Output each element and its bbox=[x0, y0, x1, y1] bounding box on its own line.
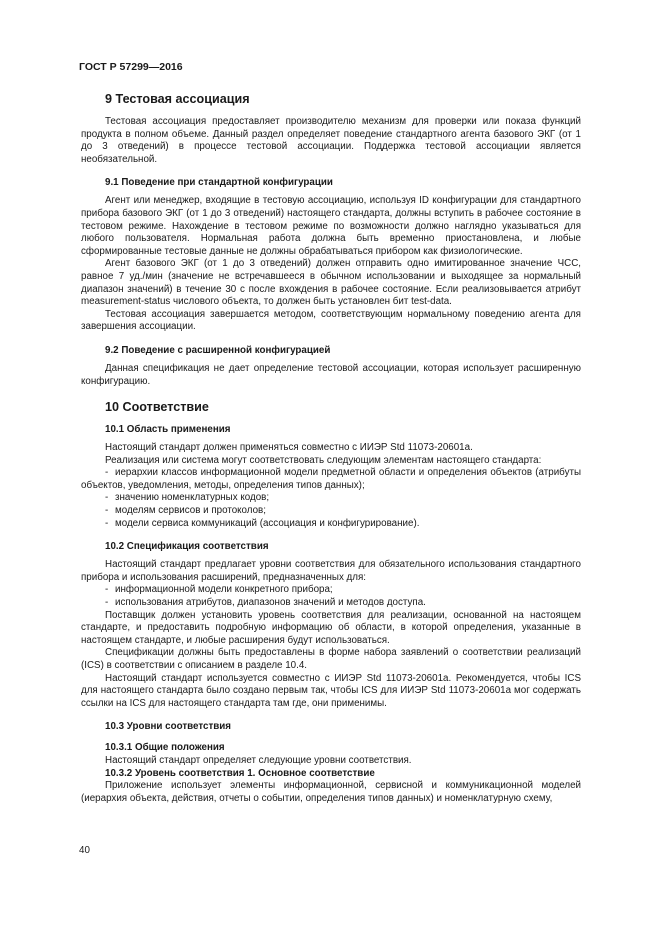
section-10-3-2-para-1: Приложение использует элементы информационной, сервисной и коммуникационной моделей (иерархия объекта, действия, отчеты о событии, определения типов данных) и номенклатурную схему, bbox=[81, 780, 581, 804]
section-10-3-1-para-1: Настоящий стандарт определяет следующие уровни соответствия. bbox=[105, 754, 412, 766]
list-item: - моделям сервисов и протоколов; bbox=[105, 505, 266, 517]
section-10-3-title: 10.3 Уровни соответствия bbox=[105, 721, 232, 733]
section-10-3-2-title: 10.3.2 Уровень соответствия 1. Основное соответствие bbox=[105, 767, 375, 779]
section-10-1-title: 10.1 Область применения bbox=[105, 424, 231, 436]
list-item: - иерархии классов информационной модели предметной области и определения объектов (атрибуты объектов, уведомления, методы, определения типов данных); bbox=[81, 467, 581, 491]
section-9-2-para-1: Данная спецификация не дает определение тестовой ассоциации, которая использует расширенную конфигурацию. bbox=[81, 362, 581, 387]
section-10-1-list bbox=[81, 467, 581, 530]
section-10-2-para-1: Настоящий стандарт предлагает уровни соответствия для обязательного использования стандартного прибора и использования расширений, предназначенных для: bbox=[81, 559, 581, 583]
list-item: - информационной модели конкретного прибора; bbox=[105, 584, 333, 596]
section-9-title: 9 Тестовая ассоциация bbox=[105, 92, 250, 106]
section-9-1-para-3: Тестовая ассоциация завершается методом, соответствующим нормальному поведению агента для завершения ассоциации. bbox=[81, 308, 581, 333]
section-10-2-list bbox=[81, 584, 581, 609]
list-item: - использования атрибутов, диапазонов значений и методов доступа. bbox=[105, 597, 426, 609]
section-9-1-title: 9.1 Поведение при стандартной конфигурации bbox=[105, 177, 333, 189]
page-number: 40 bbox=[79, 845, 90, 856]
section-9-1-para-2: Агент базового ЭКГ (от 1 до 3 отведений) должен отправить одно имитированное значение ЧСС, равное 7 уд./мин (значение не встречавшееся в обычном использовании и выходящее за нормальный диапазон значений) в течение 30 с после вхождения в рабочее состояние. Если реализовывается атрибут measurement-status числового объекта, то должен быть установлен бит test-data. bbox=[81, 258, 581, 308]
section-10-2-title: 10.2 Спецификация соответствия bbox=[105, 541, 269, 553]
page-content bbox=[81, 92, 581, 805]
section-9-1-para-1: Агент или менеджер, входящие в тестовую ассоциацию, используя ID конфигурации для стандартного прибора базового ЭКГ (от 1 до 3 отведений) настоящего стандарта, должны вступить в рабочее состояние в тестовом режиме. Нахождение в тестовом режиме по возможности должно наглядно указываться для любого пользователя. Нормальная работа должна быть временно приостановлена, и любые сформированные тестовые данные не должны обрабатываться прибором как физиологические. bbox=[81, 195, 581, 257]
section-10-2-para-4: Настоящий стандарт используется совместно с ИИЭР Std 11073-20601a. Рекомендуется, чтобы ICS для настоящего стандарта было создано первым так, чтобы ICS для ИИЭР Std 11073-20601a мог содержать ссылки на ICS для настоящего стандарта там где, они применимы. bbox=[81, 672, 581, 709]
list-item: - модели сервиса коммуникаций (ассоциация и конфигурирование). bbox=[105, 517, 420, 529]
section-10-2-para-3: Спецификации должны быть предоставлены в форме набора заявлений о соответствии реализаций (ICS) в соответствии с описанием в разделе 10.4. bbox=[81, 647, 581, 671]
section-9-2-title: 9.2 Поведение с расширенной конфигурацией bbox=[105, 344, 331, 356]
section-9-intro: Тестовая ассоциация предоставляет производителю механизм для проверки или показа функций продукта в полном объеме. Данный раздел определяет поведение стандартного агента базового ЭКГ (от 1 до 3 отведений) в процессе тестовой ассоциации. Поддержка тестовой ассоциации является необязательной. bbox=[81, 116, 581, 165]
section-10-1-para-1: Настоящий стандарт должен применяться совместно с ИИЭР Std 11073-20601a. bbox=[105, 442, 473, 454]
section-10-1-para-2: Реализация или система могут соответствовать следующим элементам настоящего стандарта: bbox=[105, 454, 542, 466]
standard-header: ГОСТ Р 57299—2016 bbox=[79, 61, 183, 73]
section-10-3-1-title: 10.3.1 Общие положения bbox=[105, 742, 225, 754]
section-10-title: 10 Соответствие bbox=[105, 400, 209, 415]
list-item: - значению номенклатурных кодов; bbox=[105, 492, 270, 504]
section-10-2-para-2: Поставщик должен установить уровень соответствия для реализации, основанной на настоящем стандарте, и предоставить подробную информацию об области, в которой определения, указанные в настоящем стандарте, и любые расширения будут использоваться. bbox=[81, 609, 581, 646]
